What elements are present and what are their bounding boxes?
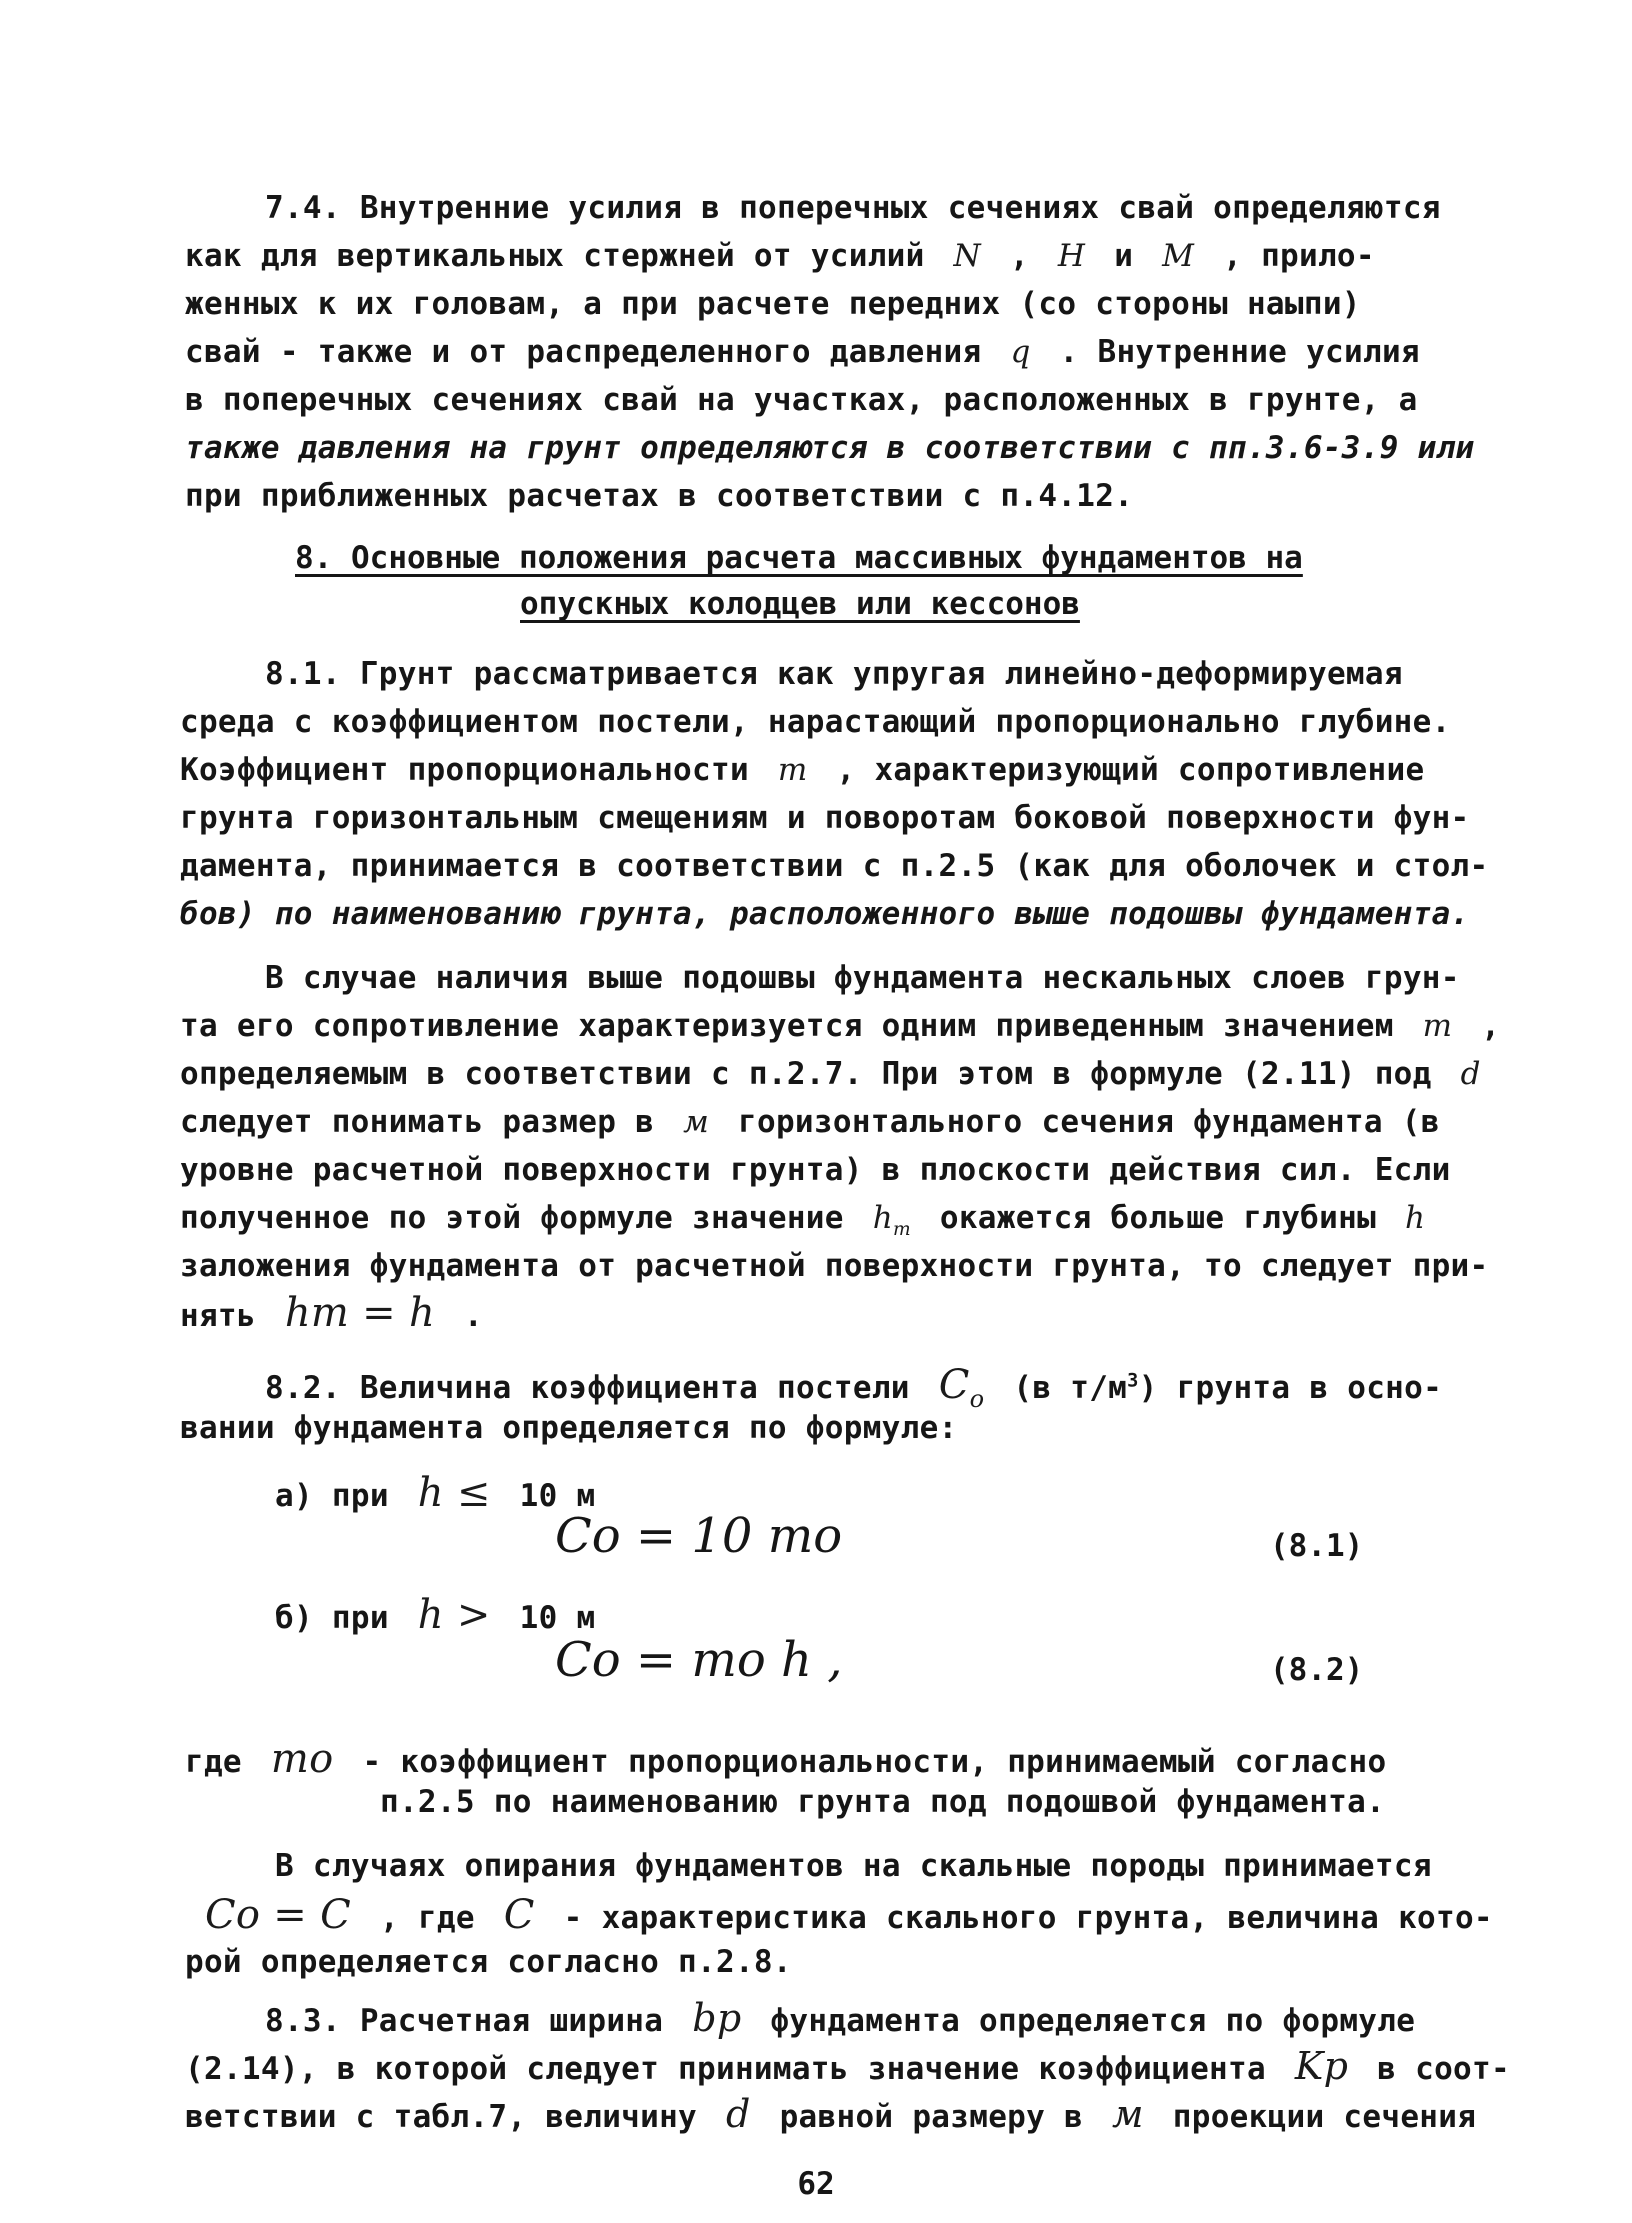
unit-m: м — [683, 1104, 710, 1140]
text-line: нять hm = h . — [180, 1290, 483, 1336]
case-b: б) при h > 10 м — [275, 1592, 596, 1638]
formula-number-8-2: (8.2) — [1270, 1652, 1364, 1688]
formula-number-8-1: (8.1) — [1270, 1528, 1364, 1564]
text-line: как для вертикальных стержней от усилий N , H и M , прило- — [185, 238, 1375, 274]
variable-bp: bp — [692, 1996, 742, 2040]
text-line: рой определяется согласно п.2.8. — [185, 1944, 792, 1980]
text-line: в поперечных сечениях свай на участках, расположенных в грунте, а — [185, 382, 1418, 418]
text-line: среда с коэффициентом постели, нарастающий пропорционально глубине. — [180, 704, 1451, 740]
text-line: 8.3. Расчетная ширина bp фундамента определяется по формуле — [265, 1996, 1416, 2040]
variable-d: d — [1460, 1056, 1481, 1092]
text-line: женных к их головам, а при расчете передних (со стороны наыпи) — [185, 286, 1361, 322]
page-number: 62 — [797, 2166, 835, 2202]
variable-mo: mo — [270, 1736, 334, 1782]
variable-hm: $h_m$ — [872, 1200, 911, 1241]
text-line: 8.1. Грунт рассматривается как упругая линейно-деформируемая — [265, 656, 1403, 692]
section-title-line-1: 8. Основные положения расчета массивных фундаментов на — [295, 540, 1303, 576]
variable-Co: $C_o$ — [938, 1362, 985, 1413]
unit-m: м — [1111, 2092, 1144, 2136]
text-line: (2.14), в которой следует принимать значение коэффициента Kp в соот- — [185, 2044, 1510, 2088]
variable-m: m — [777, 752, 808, 788]
case-a: а) при h ≤ 10 м — [275, 1470, 596, 1516]
text-line: В случаях опирания фундаментов на скальные породы принимается — [275, 1848, 1432, 1884]
variable-C: C — [503, 1892, 535, 1938]
text-line: Co = C , где C - характеристика скального грунта, величина кото- — [195, 1892, 1493, 1938]
section-title-line-2: опускных колодцев или кессонов — [520, 586, 1080, 622]
text-line: Коэффициент пропорциональности m , характеризующий сопротивление — [180, 752, 1425, 788]
text-line: где mo - коэффициент пропорциональности, принимаемый согласно — [185, 1736, 1387, 1782]
text-line: грунта горизонтальным смещениям и поворотам боковой поверхности фун- — [180, 800, 1470, 836]
text-line: при приближенных расчетах в соответствии с п.4.12. — [185, 478, 1134, 514]
text-line: бов) по наименованию грунта, расположенного выше подошвы фундамента. — [180, 896, 1470, 932]
variable-M: M — [1162, 238, 1195, 274]
text-line: следует понимать размер в м горизонтального сечения фундамента (в — [180, 1104, 1440, 1140]
formula-8-2: Co = mo h , — [555, 1632, 843, 1688]
text-line: та его сопротивление характеризуется одним приведенным значением m , — [180, 1008, 1501, 1044]
text-line: уровне расчетной поверхности грунта) в плоскости действия сил. Если — [180, 1152, 1451, 1188]
variable-H: H — [1057, 238, 1086, 274]
text-line: вании фундамента определяется по формуле: — [180, 1410, 958, 1446]
variable-N: N — [953, 238, 981, 274]
text-line: ветствии с табл.7, величину d равной размеру в м проекции сечения — [185, 2092, 1477, 2136]
text-line: заложения фундамента от расчетной поверхности грунта, то следует при- — [180, 1248, 1489, 1284]
text-line: также давления на грунт определяются в соответствии с пп.3.6-3.9 или — [185, 430, 1475, 466]
variable-m: m — [1422, 1008, 1453, 1044]
text-line: свай - также и от распределенного давления q . Внутренние усилия — [185, 334, 1420, 370]
text-line: п.2.5 по наименованию грунта под подошвой фундамента. — [380, 1784, 1386, 1820]
text-line: 8.2. Величина коэффициента постели $C_o$ (в $т/м^3$) грунта в осно- — [265, 1362, 1443, 1413]
formula-Co-eq-C: Co = C — [205, 1892, 352, 1938]
variable-q: q — [1010, 334, 1031, 370]
text-line: дамента, принимается в соответствии с п.2.5 (как для оболочек и стол- — [180, 848, 1489, 884]
formula-8-1: Co = 10 mo — [555, 1508, 843, 1564]
text-line: В случае наличия выше подошвы фундамента нескальных слоев грун- — [265, 960, 1460, 996]
text-line: определяемым в соответствии с п.2.7. При этом в формуле (2.11) под d — [180, 1056, 1491, 1092]
variable-d: d — [725, 2092, 751, 2136]
text-line: полученное по этой формуле значение $h_m$ окажется больше глубины h — [180, 1200, 1435, 1240]
text-line: 7.4. Внутренние усилия в поперечных сечениях свай определяются — [265, 190, 1441, 226]
formula-hm-eq-h: hm = h — [284, 1290, 436, 1336]
variable-h: h — [1405, 1200, 1426, 1236]
variable-Kp: Kp — [1294, 2044, 1349, 2088]
